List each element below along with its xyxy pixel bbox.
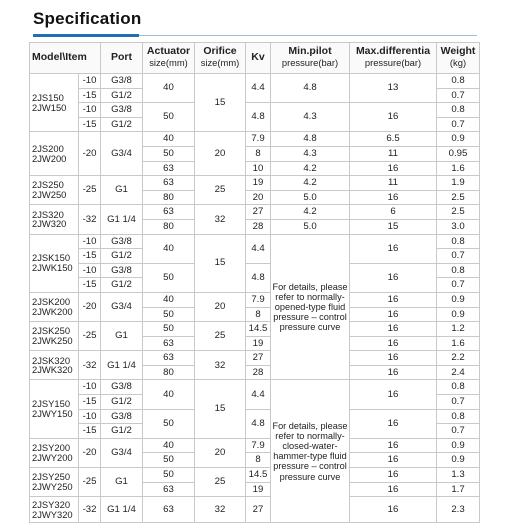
- kv-cell: 14.5: [246, 468, 271, 483]
- actuator-cell: 50: [143, 409, 195, 438]
- size-cell: -15: [79, 424, 101, 439]
- weight-cell: 0.9: [437, 438, 480, 453]
- size-cell: -20: [79, 438, 101, 467]
- table-row: [30, 176, 480, 191]
- table-row: [30, 132, 480, 147]
- kv-cell: 7.9: [246, 132, 271, 147]
- max-diff-cell: 16: [350, 161, 437, 176]
- orifice-cell: 32: [195, 205, 246, 234]
- size-cell: -25: [79, 468, 101, 497]
- model-cell: 2JSY320 2JWY320: [30, 497, 79, 523]
- orifice-cell: 25: [195, 468, 246, 497]
- actuator-cell: 50: [143, 307, 195, 322]
- title-divider: [139, 35, 477, 36]
- kv-cell: 8: [246, 146, 271, 161]
- size-cell: -25: [79, 322, 101, 351]
- size-cell: -15: [79, 249, 101, 264]
- actuator-cell: 63: [143, 205, 195, 220]
- table-row: [30, 103, 480, 118]
- port-cell: G1: [101, 176, 143, 205]
- max-diff-cell: 16: [350, 263, 437, 292]
- port-cell: G3/4: [101, 292, 143, 321]
- weight-cell: 0.8: [437, 103, 480, 118]
- max-diff-cell: 11: [350, 146, 437, 161]
- port-cell: G1/2: [101, 278, 143, 293]
- table-row: [30, 74, 480, 89]
- actuator-cell: 63: [143, 497, 195, 523]
- header-min-pilot: Min.pilot pressure(bar): [271, 43, 350, 74]
- title-accent-bar: [33, 34, 139, 37]
- min-pilot-cell: 4.3: [271, 103, 350, 132]
- table-row: [30, 468, 480, 483]
- table-row: [30, 322, 480, 337]
- actuator-cell: 50: [143, 103, 195, 132]
- max-diff-cell: 16: [350, 409, 437, 438]
- max-diff-cell: 16: [350, 190, 437, 205]
- spec-title: Specification: [33, 9, 142, 28]
- port-cell: G3/4: [101, 438, 143, 467]
- max-diff-cell: 6.5: [350, 132, 437, 147]
- actuator-cell: 40: [143, 438, 195, 453]
- orifice-cell: 15: [195, 380, 246, 438]
- max-diff-cell: 15: [350, 219, 437, 234]
- max-diff-cell: 16: [350, 292, 437, 307]
- size-cell: -25: [79, 176, 101, 205]
- weight-cell: 0.8: [437, 74, 480, 89]
- actuator-cell: 40: [143, 380, 195, 409]
- actuator-cell: 63: [143, 336, 195, 351]
- size-cell: -32: [79, 497, 101, 523]
- port-cell: G3/4: [101, 132, 143, 176]
- model-cell: 2JS150 2JW150: [30, 74, 79, 132]
- actuator-cell: 40: [143, 234, 195, 263]
- port-cell: G1/2: [101, 117, 143, 132]
- port-cell: G1 1/4: [101, 205, 143, 234]
- kv-cell: 27: [246, 497, 271, 523]
- kv-cell: 19: [246, 336, 271, 351]
- port-cell: G3/8: [101, 103, 143, 118]
- max-diff-cell: 16: [350, 482, 437, 497]
- table-row: [30, 409, 480, 424]
- orifice-cell: 25: [195, 322, 246, 351]
- kv-cell: 4.8: [246, 409, 271, 438]
- table-row: [30, 380, 480, 395]
- min-pilot-note-closed: For details, please refer to normally-closed-water-hammer-type fluid pressure – control pressure curve: [271, 380, 350, 523]
- min-pilot-cell: 4.3: [271, 146, 350, 161]
- max-diff-cell: 6: [350, 205, 437, 220]
- kv-cell: 4.4: [246, 74, 271, 103]
- actuator-cell: 50: [143, 263, 195, 292]
- actuator-cell: 63: [143, 482, 195, 497]
- table-row: [30, 438, 480, 453]
- kv-cell: 19: [246, 482, 271, 497]
- size-cell: -15: [79, 88, 101, 103]
- size-cell: -10: [79, 380, 101, 395]
- kv-cell: 4.8: [246, 103, 271, 132]
- port-cell: G1: [101, 468, 143, 497]
- port-cell: G1: [101, 322, 143, 351]
- actuator-cell: 50: [143, 146, 195, 161]
- actuator-cell: 40: [143, 74, 195, 103]
- max-diff-cell: 16: [350, 322, 437, 337]
- max-diff-cell: 11: [350, 176, 437, 191]
- kv-cell: 4.4: [246, 234, 271, 263]
- header-port: Port: [101, 43, 143, 74]
- header-kv: Kv: [246, 43, 271, 74]
- weight-cell: 0.9: [437, 307, 480, 322]
- max-diff-cell: 16: [350, 307, 437, 322]
- max-diff-cell: 16: [350, 103, 437, 132]
- orifice-cell: 32: [195, 497, 246, 523]
- model-cell: 2JSK250 2JWK250: [30, 322, 79, 351]
- orifice-cell: 32: [195, 351, 246, 380]
- size-cell: -15: [79, 278, 101, 293]
- size-cell: -20: [79, 132, 101, 176]
- kv-cell: 28: [246, 219, 271, 234]
- weight-cell: 1.2: [437, 322, 480, 337]
- weight-cell: 2.5: [437, 205, 480, 220]
- max-diff-cell: 16: [350, 234, 437, 263]
- size-cell: -15: [79, 395, 101, 410]
- port-cell: G3/8: [101, 380, 143, 395]
- kv-cell: 4.8: [246, 263, 271, 292]
- kv-cell: 8: [246, 453, 271, 468]
- actuator-cell: 63: [143, 351, 195, 366]
- orifice-cell: 20: [195, 292, 246, 321]
- actuator-cell: 63: [143, 161, 195, 176]
- port-cell: G1 1/4: [101, 351, 143, 380]
- actuator-cell: 50: [143, 322, 195, 337]
- kv-cell: 28: [246, 365, 271, 380]
- size-cell: -10: [79, 234, 101, 249]
- weight-cell: 0.7: [437, 424, 480, 439]
- orifice-cell: 25: [195, 176, 246, 205]
- port-cell: G3/8: [101, 74, 143, 89]
- table-row: [30, 292, 480, 307]
- kv-cell: 20: [246, 190, 271, 205]
- weight-cell: 0.9: [437, 292, 480, 307]
- weight-cell: 0.8: [437, 234, 480, 249]
- weight-cell: 0.8: [437, 409, 480, 424]
- kv-cell: 14.5: [246, 322, 271, 337]
- actuator-cell: 80: [143, 365, 195, 380]
- header-max-diff: Max.differentia pressure(bar): [350, 43, 437, 74]
- weight-cell: 1.6: [437, 336, 480, 351]
- min-pilot-cell: 5.0: [271, 190, 350, 205]
- header-model: Model\Item: [30, 43, 101, 74]
- port-cell: G1/2: [101, 395, 143, 410]
- size-cell: -10: [79, 74, 101, 89]
- orifice-cell: 15: [195, 74, 246, 132]
- weight-cell: 0.95: [437, 146, 480, 161]
- spec-table: [29, 42, 480, 523]
- weight-cell: 3.0: [437, 219, 480, 234]
- max-diff-cell: 16: [350, 336, 437, 351]
- max-diff-cell: 16: [350, 365, 437, 380]
- table-row: [30, 234, 480, 249]
- weight-cell: 1.3: [437, 468, 480, 483]
- model-cell: 2JSY250 2JWY250: [30, 468, 79, 497]
- kv-cell: 10: [246, 161, 271, 176]
- max-diff-cell: 16: [350, 453, 437, 468]
- header-row: [30, 43, 480, 74]
- size-cell: -10: [79, 409, 101, 424]
- size-cell: -20: [79, 292, 101, 321]
- actuator-cell: 80: [143, 219, 195, 234]
- model-cell: 2JS320 2JW320: [30, 205, 79, 234]
- min-pilot-cell: 5.0: [271, 219, 350, 234]
- model-cell: 2JSY150 2JWY150: [30, 380, 79, 438]
- weight-cell: 2.2: [437, 351, 480, 366]
- actuator-cell: 63: [143, 176, 195, 191]
- table-row: [30, 263, 480, 278]
- actuator-cell: 40: [143, 292, 195, 307]
- weight-cell: 0.9: [437, 453, 480, 468]
- kv-cell: 19: [246, 176, 271, 191]
- header-orifice: Orifice size(mm): [195, 43, 246, 74]
- weight-cell: 0.7: [437, 88, 480, 103]
- port-cell: G3/8: [101, 263, 143, 278]
- actuator-cell: 50: [143, 468, 195, 483]
- size-cell: -32: [79, 351, 101, 380]
- orifice-cell: 20: [195, 132, 246, 176]
- weight-cell: 0.7: [437, 249, 480, 264]
- port-cell: G1/2: [101, 424, 143, 439]
- weight-cell: 0.7: [437, 117, 480, 132]
- weight-cell: 1.9: [437, 176, 480, 191]
- weight-cell: 0.8: [437, 263, 480, 278]
- weight-cell: 0.7: [437, 278, 480, 293]
- weight-cell: 2.4: [437, 365, 480, 380]
- max-diff-cell: 16: [350, 438, 437, 453]
- weight-cell: 0.9: [437, 132, 480, 147]
- size-cell: -10: [79, 263, 101, 278]
- model-cell: 2JSK320 2JWK320: [30, 351, 79, 380]
- max-diff-cell: 16: [350, 497, 437, 523]
- model-cell: 2JSK200 2JWK200: [30, 292, 79, 321]
- table-row: [30, 205, 480, 220]
- kv-cell: 27: [246, 351, 271, 366]
- max-diff-cell: 16: [350, 468, 437, 483]
- size-cell: -32: [79, 205, 101, 234]
- kv-cell: 7.9: [246, 438, 271, 453]
- min-pilot-cell: 4.2: [271, 205, 350, 220]
- max-diff-cell: 16: [350, 380, 437, 409]
- model-cell: 2JSK150 2JWK150: [30, 234, 79, 292]
- port-cell: G1/2: [101, 88, 143, 103]
- size-cell: -10: [79, 103, 101, 118]
- kv-cell: 8: [246, 307, 271, 322]
- weight-cell: 2.3: [437, 497, 480, 523]
- header-weight: Weight (kg): [437, 43, 480, 74]
- actuator-cell: 50: [143, 453, 195, 468]
- model-cell: 2JSY200 2JWY200: [30, 438, 79, 467]
- table-row: [30, 497, 480, 523]
- port-cell: G1/2: [101, 249, 143, 264]
- orifice-cell: 20: [195, 438, 246, 467]
- weight-cell: 2.5: [437, 190, 480, 205]
- kv-cell: 7.9: [246, 292, 271, 307]
- port-cell: G1 1/4: [101, 497, 143, 523]
- port-cell: G3/8: [101, 409, 143, 424]
- weight-cell: 0.8: [437, 380, 480, 395]
- weight-cell: 0.7: [437, 395, 480, 410]
- min-pilot-cell: 4.8: [271, 74, 350, 103]
- actuator-cell: 80: [143, 190, 195, 205]
- min-pilot-cell: 4.2: [271, 161, 350, 176]
- orifice-cell: 15: [195, 234, 246, 292]
- max-diff-cell: 16: [350, 351, 437, 366]
- port-cell: G3/8: [101, 234, 143, 249]
- min-pilot-cell: 4.2: [271, 176, 350, 191]
- size-cell: -15: [79, 117, 101, 132]
- min-pilot-note-opened: For details, please refer to normally-opened-type fluid pressure – control pressure curve: [271, 234, 350, 380]
- table-row: [30, 351, 480, 366]
- model-cell: 2JS250 2JW250: [30, 176, 79, 205]
- kv-cell: 4.4: [246, 380, 271, 409]
- weight-cell: 1.7: [437, 482, 480, 497]
- header-actuator: Actuator size(mm): [143, 43, 195, 74]
- model-cell: 2JS200 2JW200: [30, 132, 79, 176]
- weight-cell: 1.6: [437, 161, 480, 176]
- max-diff-cell: 13: [350, 74, 437, 103]
- actuator-cell: 40: [143, 132, 195, 147]
- kv-cell: 27: [246, 205, 271, 220]
- min-pilot-cell: 4.8: [271, 132, 350, 147]
